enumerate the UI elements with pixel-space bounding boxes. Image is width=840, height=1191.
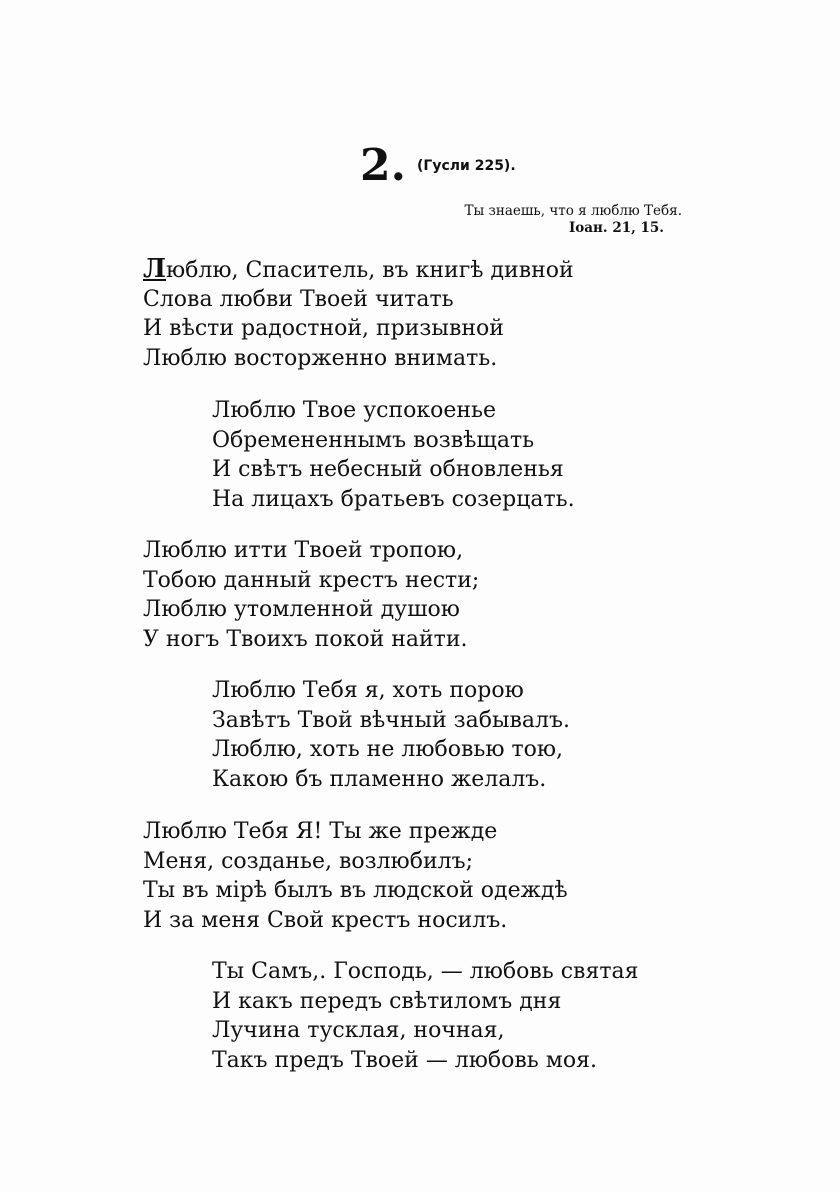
stanza-line: Меня, созданье, возлюбилъ; bbox=[143, 848, 473, 874]
stanza-3 bbox=[143, 536, 479, 654]
stanza-line: Такъ предъ Твоей — любовь моя. bbox=[212, 1047, 598, 1073]
stanza-line: Ты Самъ,. Господь, — любовь святая bbox=[212, 959, 639, 984]
stanza-line: Слова любви Твоей читать bbox=[143, 286, 454, 312]
stanza-line: Люблю Тебя Я! Ты же прежде bbox=[143, 819, 498, 844]
stanza-line bbox=[143, 255, 574, 285]
stanza-line: Тобою данный крестъ нести; bbox=[143, 567, 480, 593]
stanza-4 bbox=[212, 676, 570, 794]
epigraph-text: Ты знаешь, что я люблю Тебя. bbox=[464, 203, 682, 219]
stanza-6 bbox=[212, 957, 639, 1075]
hymn-number: 2. bbox=[360, 140, 406, 191]
stanza-line: Люблю Тебя я, хоть порою bbox=[212, 678, 524, 703]
drop-cap: Л bbox=[143, 254, 166, 284]
hymn-heading bbox=[360, 140, 516, 191]
stanza-line-text: юблю, Спаситель, въ книгѣ дивной bbox=[166, 258, 574, 283]
stanza-line: Завѣтъ Твой вѣчный забывалъ. bbox=[212, 707, 570, 733]
stanza-line: Какою бъ пламенно желалъ. bbox=[212, 766, 547, 792]
stanza-1 bbox=[143, 255, 574, 373]
epigraph-reference: Іоан. 21, 15. bbox=[568, 220, 664, 236]
hymn-source: (Гусли 225). bbox=[417, 158, 516, 174]
stanza-line: И вѣсти радостной, призывной bbox=[143, 316, 504, 341]
stanza-line: И свѣтъ небесный обновленья bbox=[212, 457, 564, 482]
stanza-line: Люблю восторженно внимать. bbox=[143, 345, 498, 371]
epigraph bbox=[464, 203, 682, 237]
stanza-line: Люблю итти Твоей тропою, bbox=[143, 538, 464, 563]
stanza-line: Люблю, хоть не любовью тою, bbox=[212, 737, 564, 762]
stanza-line: На лицахъ братьевъ созерцать. bbox=[212, 486, 575, 512]
stanza-line: Люблю утомленной душою bbox=[143, 597, 460, 622]
stanza-5 bbox=[143, 817, 568, 935]
stanza-line: И за меня Свой крестъ носилъ. bbox=[143, 907, 508, 933]
stanza-line: И какъ передъ свѣтиломъ дня bbox=[212, 988, 562, 1014]
stanza-2 bbox=[212, 396, 575, 514]
stanza-line: Ты въ мірѣ былъ въ людской одеждѣ bbox=[143, 878, 568, 903]
stanza-line: Лучина тусклая, ночная, bbox=[212, 1018, 505, 1043]
stanza-line: У ногъ Твоихъ покой найти. bbox=[143, 626, 468, 652]
stanza-line: Обремененнымъ возвѣщать bbox=[212, 427, 535, 453]
stanza-line: Люблю Твое успокоенье bbox=[212, 398, 497, 423]
